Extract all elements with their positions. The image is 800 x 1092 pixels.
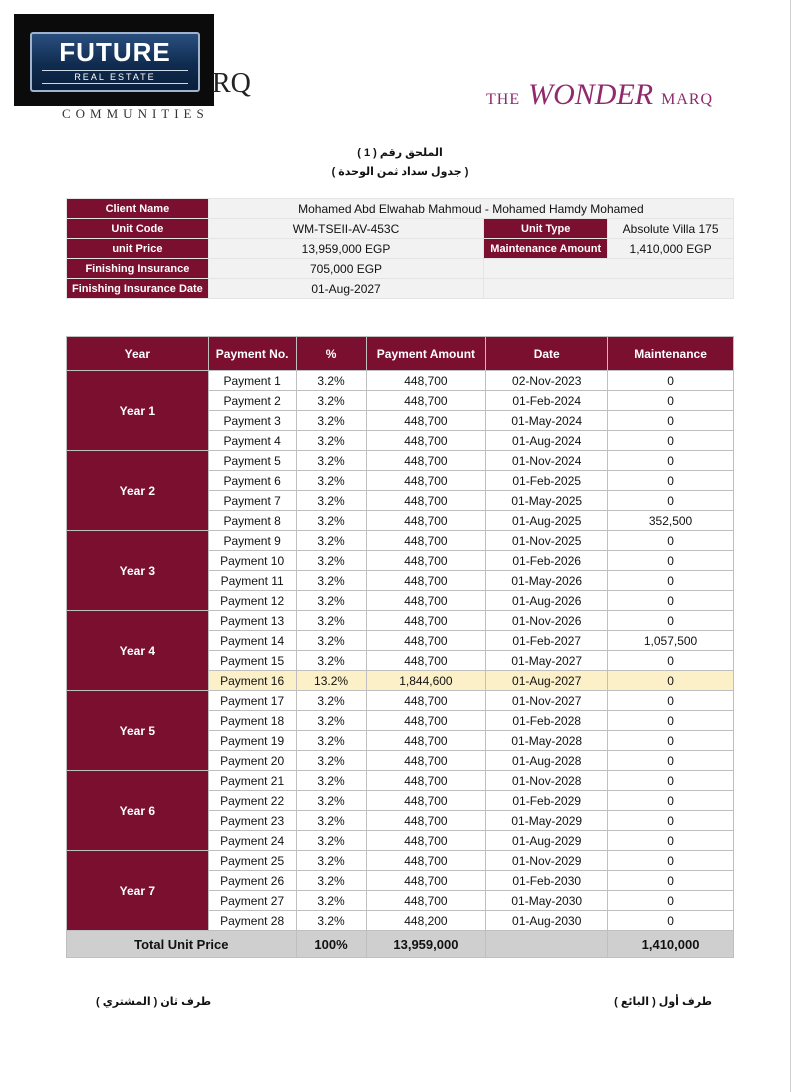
payment-schedule-table: [66, 336, 734, 958]
maintenance-cell: 0: [608, 571, 734, 591]
future-real-estate-logo: [14, 14, 214, 106]
maintenance-cell: 0: [608, 651, 734, 671]
payment-number-cell: Payment 9: [208, 531, 296, 551]
maintenance-cell: 0: [608, 391, 734, 411]
maintenance-cell: 0: [608, 731, 734, 751]
date-cell: 01-Feb-2026: [486, 551, 608, 571]
client-name-row: [67, 199, 734, 219]
col-header-payment-no: Payment No.: [208, 337, 296, 371]
finishing-date-row: [67, 279, 734, 299]
percent-cell: 3.2%: [296, 511, 366, 531]
payment-number-cell: Payment 4: [208, 431, 296, 451]
wonder-logo-the: THE: [486, 91, 521, 108]
unit-price-value: 13,959,000 EGP: [208, 239, 483, 259]
table-header-row: [67, 337, 734, 371]
future-logo-plate: [30, 32, 200, 92]
maintenance-cell: 0: [608, 791, 734, 811]
second-party-signature-label: طرف ثان ( المشتري ): [96, 996, 212, 1008]
unit-type-value: Absolute Villa 175: [608, 219, 734, 239]
percent-cell: 13.2%: [296, 671, 366, 691]
payment-amount-cell: 448,700: [366, 411, 486, 431]
col-header-percent: %: [296, 337, 366, 371]
date-cell: 01-Nov-2026: [486, 611, 608, 631]
left-brand-partial: RQ: [212, 68, 251, 99]
year-cell: Year 2: [67, 451, 209, 531]
payment-amount-cell: 448,700: [366, 571, 486, 591]
maintenance-cell: 0: [608, 711, 734, 731]
unit-price-row: [67, 239, 734, 259]
payment-amount-cell: 448,700: [366, 851, 486, 871]
percent-cell: 3.2%: [296, 551, 366, 571]
annex-title: الملحق رقم ( 1 ): [357, 147, 443, 159]
wonder-marq-logo: [486, 78, 713, 112]
percent-cell: 3.2%: [296, 691, 366, 711]
maintenance-cell: 1,057,500: [608, 631, 734, 651]
payment-amount-cell: 448,700: [366, 891, 486, 911]
col-header-date: Date: [486, 337, 608, 371]
year-cell: Year 6: [67, 771, 209, 851]
finishing-insurance-label: Finishing Insurance: [67, 259, 209, 279]
finishing-date-label: Finishing Insurance Date: [67, 279, 209, 299]
total-date-empty: [486, 931, 608, 958]
date-cell: 02-Nov-2023: [486, 371, 608, 391]
unit-code-value: WM-TSEII-AV-453C: [208, 219, 483, 239]
date-cell: 01-Nov-2028: [486, 771, 608, 791]
date-cell: 01-Feb-2025: [486, 471, 608, 491]
date-cell: 01-Feb-2029: [486, 791, 608, 811]
payment-number-cell: Payment 11: [208, 571, 296, 591]
date-cell: 01-Aug-2025: [486, 511, 608, 531]
maintenance-cell: 0: [608, 771, 734, 791]
payment-number-cell: Payment 17: [208, 691, 296, 711]
payment-number-cell: Payment 25: [208, 851, 296, 871]
maintenance-cell: 0: [608, 471, 734, 491]
payment-amount-cell: 448,700: [366, 371, 486, 391]
date-cell: 01-Aug-2024: [486, 431, 608, 451]
payment-amount-cell: 448,700: [366, 711, 486, 731]
payment-amount-cell: 448,700: [366, 431, 486, 451]
col-header-maintenance: Maintenance: [608, 337, 734, 371]
maintenance-cell: 0: [608, 611, 734, 631]
date-cell: 01-Feb-2030: [486, 871, 608, 891]
payment-number-cell: Payment 28: [208, 911, 296, 931]
client-name-value: Mohamed Abd Elwahab Mahmoud - Mohamed Hamdy Mohamed: [208, 199, 733, 219]
payment-number-cell: Payment 3: [208, 411, 296, 431]
percent-cell: 3.2%: [296, 451, 366, 471]
percent-cell: 3.2%: [296, 911, 366, 931]
finishing-insurance-row: [67, 259, 734, 279]
payment-number-cell: Payment 18: [208, 711, 296, 731]
date-cell: 01-Aug-2026: [486, 591, 608, 611]
payment-amount-cell: 448,700: [366, 811, 486, 831]
maintenance-cell: 0: [608, 551, 734, 571]
payment-number-cell: Payment 21: [208, 771, 296, 791]
table-row: [67, 771, 734, 791]
percent-cell: 3.2%: [296, 431, 366, 451]
payment-amount-cell: 448,700: [366, 391, 486, 411]
date-cell: 01-Nov-2025: [486, 531, 608, 551]
year-cell: Year 5: [67, 691, 209, 771]
total-percent: 100%: [296, 931, 366, 958]
percent-cell: 3.2%: [296, 471, 366, 491]
future-logo-text: FUTURE: [59, 37, 171, 67]
table-row: [67, 691, 734, 711]
payment-amount-cell: 448,700: [366, 751, 486, 771]
table-row: [67, 371, 734, 391]
first-party-signature-label: طرف أول ( البائع ): [614, 996, 712, 1008]
payment-number-cell: Payment 8: [208, 511, 296, 531]
payment-amount-cell: 448,700: [366, 611, 486, 631]
payment-amount-cell: 448,200: [366, 911, 486, 931]
date-cell: 01-May-2025: [486, 491, 608, 511]
year-cell: Year 1: [67, 371, 209, 451]
maintenance-cell: 0: [608, 451, 734, 471]
date-cell: 01-Aug-2027: [486, 671, 608, 691]
percent-cell: 3.2%: [296, 711, 366, 731]
maintenance-cell: 0: [608, 831, 734, 851]
percent-cell: 3.2%: [296, 411, 366, 431]
percent-cell: 3.2%: [296, 751, 366, 771]
percent-cell: 3.2%: [296, 771, 366, 791]
payment-number-cell: Payment 7: [208, 491, 296, 511]
year-cell: Year 7: [67, 851, 209, 931]
unit-price-label: unit Price: [67, 239, 209, 259]
percent-cell: 3.2%: [296, 651, 366, 671]
payment-number-cell: Payment 26: [208, 871, 296, 891]
info-empty-cell: [484, 259, 734, 279]
total-label: Total Unit Price: [67, 931, 297, 958]
payment-amount-cell: 448,700: [366, 771, 486, 791]
finishing-date-value: 01-Aug-2027: [208, 279, 483, 299]
date-cell: 01-May-2030: [486, 891, 608, 911]
payment-amount-cell: 448,700: [366, 491, 486, 511]
future-logo-subtext: REAL ESTATE: [42, 70, 188, 84]
payment-amount-cell: 448,700: [366, 651, 486, 671]
unit-info-table: [66, 198, 734, 299]
percent-cell: 3.2%: [296, 731, 366, 751]
total-row: [67, 931, 734, 958]
percent-cell: 3.2%: [296, 371, 366, 391]
payment-number-cell: Payment 23: [208, 811, 296, 831]
payment-rows: [67, 371, 734, 931]
client-name-label: Client Name: [67, 199, 209, 219]
payment-number-cell: Payment 24: [208, 831, 296, 851]
maintenance-cell: 0: [608, 591, 734, 611]
wonder-logo-marq: MARQ: [661, 91, 714, 108]
total-maintenance: 1,410,000: [608, 931, 734, 958]
percent-cell: 3.2%: [296, 791, 366, 811]
date-cell: 01-Aug-2029: [486, 831, 608, 851]
payment-amount-cell: 448,700: [366, 531, 486, 551]
maintenance-cell: 0: [608, 691, 734, 711]
schedule-title: ( جدول سداد ثمن الوحدة ): [331, 166, 469, 178]
payment-number-cell: Payment 13: [208, 611, 296, 631]
date-cell: 01-Nov-2029: [486, 851, 608, 871]
date-cell: 01-May-2024: [486, 411, 608, 431]
date-cell: 01-May-2026: [486, 571, 608, 591]
percent-cell: 3.2%: [296, 531, 366, 551]
date-cell: 01-May-2029: [486, 811, 608, 831]
table-row: [67, 611, 734, 631]
maintenance-cell: 0: [608, 431, 734, 451]
maintenance-cell: 0: [608, 411, 734, 431]
payment-number-cell: Payment 15: [208, 651, 296, 671]
maintenance-cell: 0: [608, 871, 734, 891]
payment-number-cell: Payment 10: [208, 551, 296, 571]
date-cell: 01-Nov-2027: [486, 691, 608, 711]
percent-cell: 3.2%: [296, 631, 366, 651]
date-cell: 01-Feb-2027: [486, 631, 608, 651]
percent-cell: 3.2%: [296, 571, 366, 591]
date-cell: 01-Feb-2024: [486, 391, 608, 411]
year-cell: Year 3: [67, 531, 209, 611]
wonder-logo-wonder: WONDER: [528, 78, 654, 111]
payment-amount-cell: 448,700: [366, 871, 486, 891]
date-cell: 01-Nov-2024: [486, 451, 608, 471]
date-cell: 01-Aug-2030: [486, 911, 608, 931]
payment-amount-cell: 448,700: [366, 731, 486, 751]
payment-number-cell: Payment 27: [208, 891, 296, 911]
payment-amount-cell: 448,700: [366, 631, 486, 651]
maintenance-cell: 0: [608, 371, 734, 391]
percent-cell: 3.2%: [296, 391, 366, 411]
unit-code-row: [67, 219, 734, 239]
payment-number-cell: Payment 14: [208, 631, 296, 651]
communities-text: COMMUNITIES: [62, 106, 209, 121]
payment-amount-cell: 448,700: [366, 451, 486, 471]
percent-cell: 3.2%: [296, 831, 366, 851]
maintenance-cell: 0: [608, 491, 734, 511]
table-row: [67, 451, 734, 471]
payment-number-cell: Payment 12: [208, 591, 296, 611]
payment-number-cell: Payment 5: [208, 451, 296, 471]
maintenance-cell: 352,500: [608, 511, 734, 531]
maintenance-amount-label: Maintenance Amount: [484, 239, 608, 259]
payment-number-cell: Payment 2: [208, 391, 296, 411]
maintenance-cell: 0: [608, 531, 734, 551]
unit-type-label: Unit Type: [484, 219, 608, 239]
payment-amount-cell: 448,700: [366, 591, 486, 611]
maintenance-cell: 0: [608, 851, 734, 871]
maintenance-cell: 0: [608, 911, 734, 931]
percent-cell: 3.2%: [296, 811, 366, 831]
info-empty-cell: [484, 279, 734, 299]
date-cell: 01-May-2027: [486, 651, 608, 671]
percent-cell: 3.2%: [296, 611, 366, 631]
percent-cell: 3.2%: [296, 851, 366, 871]
payment-number-cell: Payment 6: [208, 471, 296, 491]
payment-amount-cell: 448,700: [366, 791, 486, 811]
maintenance-amount-value: 1,410,000 EGP: [608, 239, 734, 259]
payment-number-cell: Payment 22: [208, 791, 296, 811]
total-amount: 13,959,000: [366, 931, 486, 958]
percent-cell: 3.2%: [296, 491, 366, 511]
percent-cell: 3.2%: [296, 591, 366, 611]
table-row: [67, 851, 734, 871]
finishing-insurance-value: 705,000 EGP: [208, 259, 483, 279]
date-cell: 01-May-2028: [486, 731, 608, 751]
payment-amount-cell: 1,844,600: [366, 671, 486, 691]
maintenance-cell: 0: [608, 891, 734, 911]
payment-amount-cell: 448,700: [366, 551, 486, 571]
date-cell: 01-Feb-2028: [486, 711, 608, 731]
maintenance-cell: 0: [608, 671, 734, 691]
percent-cell: 3.2%: [296, 871, 366, 891]
payment-number-cell: Payment 1: [208, 371, 296, 391]
payment-number-cell: Payment 20: [208, 751, 296, 771]
year-cell: Year 4: [67, 611, 209, 691]
payment-number-cell: Payment 16: [208, 671, 296, 691]
table-row: [67, 531, 734, 551]
unit-code-label: Unit Code: [67, 219, 209, 239]
payment-amount-cell: 448,700: [366, 471, 486, 491]
col-header-payment-amount: Payment Amount: [366, 337, 486, 371]
payment-number-cell: Payment 19: [208, 731, 296, 751]
date-cell: 01-Aug-2028: [486, 751, 608, 771]
payment-amount-cell: 448,700: [366, 511, 486, 531]
col-header-year: Year: [67, 337, 209, 371]
payment-amount-cell: 448,700: [366, 691, 486, 711]
percent-cell: 3.2%: [296, 891, 366, 911]
payment-amount-cell: 448,700: [366, 831, 486, 851]
maintenance-cell: 0: [608, 751, 734, 771]
maintenance-cell: 0: [608, 811, 734, 831]
